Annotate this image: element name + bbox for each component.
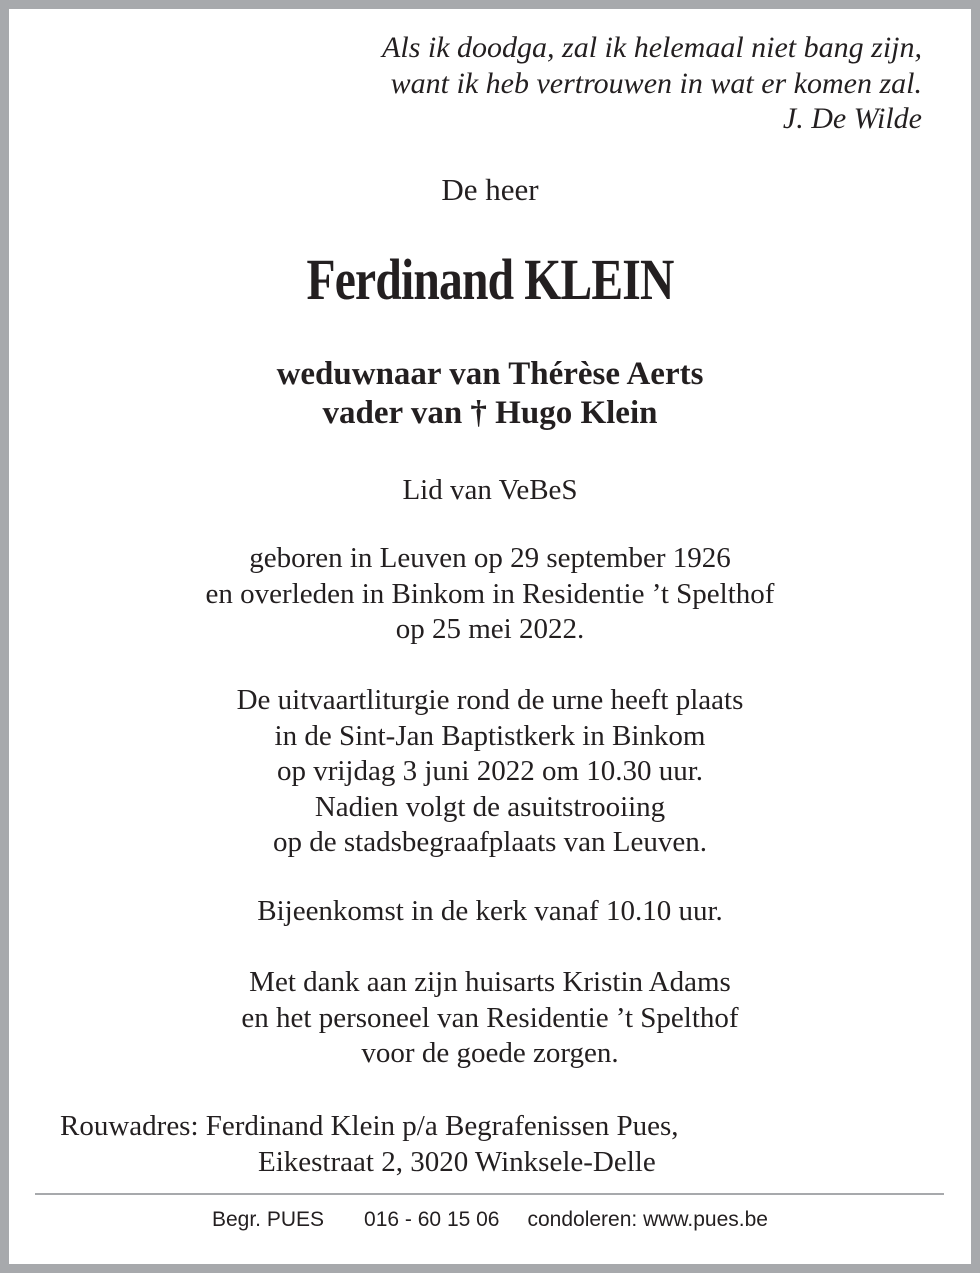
thanks-paragraph xyxy=(0,965,980,1072)
footer-phone: 016 - 60 15 06 xyxy=(364,1208,500,1231)
relation-line: weduwnaar van Thérèse Aerts xyxy=(276,356,704,392)
paragraph-line: Nadien volgt de asuitstrooiing xyxy=(314,790,666,823)
birth-death-paragraph xyxy=(0,541,980,648)
title-prefix: De heer xyxy=(441,172,539,207)
paragraph-line: De uitvaartliturgie rond de urne heeft plaats xyxy=(236,684,744,716)
footer-divider xyxy=(35,1193,944,1195)
paragraph-line: en het personeel van Residentie ’t Spelthof xyxy=(241,1001,739,1034)
paragraph-line: Met dank aan zijn huisarts Kristin Adams xyxy=(249,966,731,998)
footer xyxy=(0,1205,980,1235)
mourning-address xyxy=(60,1108,679,1180)
footer-undertaker: Begr. PUES xyxy=(211,1208,325,1231)
paragraph-line: op vrijdag 3 juni 2022 om 10.30 uur. xyxy=(276,755,704,787)
paragraph-line: geboren in Leuven op 29 september 1926 xyxy=(249,542,731,574)
paragraph-line: in de Sint-Jan Baptistkerk in Binkom xyxy=(274,719,706,752)
epigraph-quote xyxy=(222,30,922,137)
address-line: Rouwadres: Ferdinand Klein p/a Begrafenissen Pues, xyxy=(60,1110,679,1142)
address-line: Eikestraat 2, 3020 Winksele-Delle xyxy=(258,1146,656,1178)
membership: Lid van VeBeS xyxy=(402,474,578,506)
paragraph-line: op de stadsbegraafplaats van Leuven. xyxy=(272,826,708,858)
quote-line: Als ik doodga, zal ik helemaal niet bang zijn, xyxy=(382,31,922,64)
quote-line: want ik heb vertrouwen in wat er komen zal. xyxy=(390,66,922,100)
gathering-paragraph: Bijeenkomst in de kerk vanaf 10.10 uur. xyxy=(257,895,723,927)
relations xyxy=(0,355,980,433)
deceased-name: Ferdinand KLEIN xyxy=(306,247,674,312)
quote-author: J. De Wilde xyxy=(782,102,922,135)
paragraph-line: voor de goede zorgen. xyxy=(361,1037,619,1069)
paragraph-line: op 25 mei 2022. xyxy=(395,613,585,645)
footer-condolences-link[interactable]: condoleren: www.pues.be xyxy=(527,1208,768,1231)
relation-line: vader van † Hugo Klein xyxy=(322,395,658,431)
paragraph-line: en overleden in Binkom in Residentie ’t Spelthof xyxy=(205,577,775,610)
service-paragraph xyxy=(0,683,980,861)
